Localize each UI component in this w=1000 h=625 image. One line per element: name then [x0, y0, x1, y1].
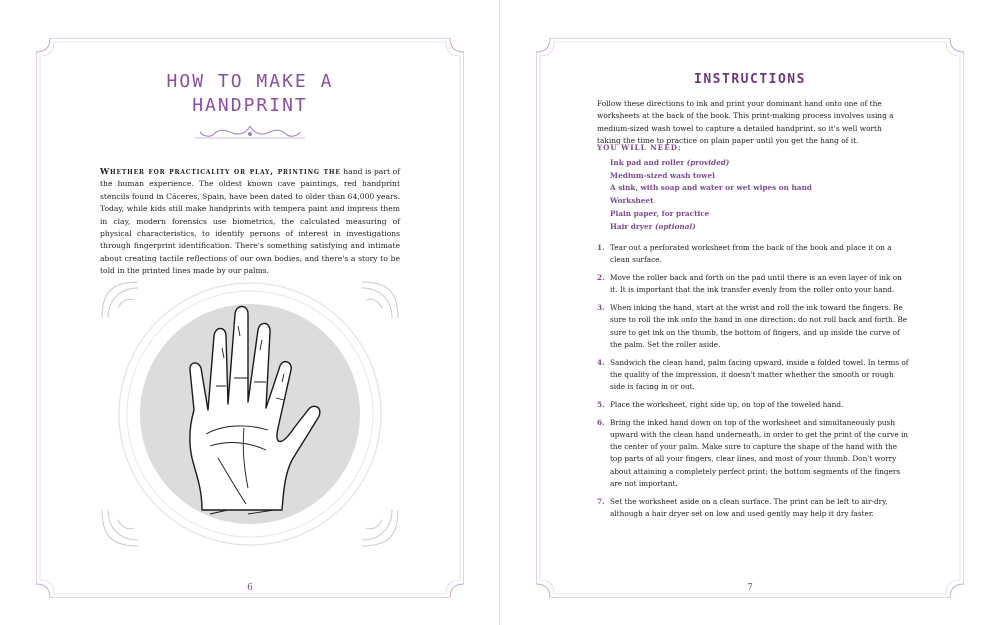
instructions-intro: Follow these directions to ink and print your dominant hand onto one of the worksheets at the back of the book. This print-making process involves using a medium-sized wash towel to capture a detailed handprint, so it's well worth taking the time to practice on plain paper until you get the hang of it.: [597, 99, 894, 145]
page-title: HOW TO MAKE A HANDPRINT: [166, 71, 334, 116]
intro-body: hand is part of the human experience. The oldest known cave paintings, red handprint stencils found in Cáceres, Spain, have been dated to older than 64,000 years. Today, while kids still make handprints with tempera paint and impress them in clay, modern forensics use biometrics, the calculated measuring of physical characteristics, to identify persons of interest in investigations through fingerprint identification. There's something satisfying and intimate about creating tactile reflections of our own bodies, and there's a story to be told in the printed lines made by our palms.: [100, 167, 400, 276]
right-page: [500, 0, 1000, 625]
steps-list: [597, 242, 909, 526]
supply-item: Medium-sized wash towel: [610, 170, 715, 180]
you-will-need-heading: YOU WILL NEED:: [597, 143, 682, 152]
page-number: 6: [247, 583, 253, 593]
supply-item: Hair dryer (optional): [610, 221, 696, 231]
instructions-title: INSTRUCTIONS: [694, 72, 806, 87]
hand-illustration-icon: [98, 278, 402, 550]
step-item: 4. Sandwich the clean hand, palm facing upward, inside a folded towel. In terms of the quality of the impression, it doesn't matter whether the smooth or rough side is facing in or out.: [597, 357, 909, 391]
step-item: 3. When inking the hand, start at the wrist and roll the ink toward the fingers. Be sure to roll the ink onto the hand in one direction: do not roll back and forth. Be sure to get ink on the thumb, the bottom of fingers, and up inside the curve of the palm. Set the roller aside.: [597, 303, 908, 349]
supplies-list: [610, 157, 812, 233]
step-item: 7. Set the worksheet aside on a clean surface. The print can be left to air-dry, although a hair dryer set on low and used gently may help it dry faster.: [597, 496, 888, 518]
step-item: 5. Place the worksheet, right side up, on top of the toweled hand.: [597, 400, 844, 410]
page-number: 7: [747, 583, 753, 593]
step-item: 2. Move the roller back and forth on the pad until there is an even layer of ink on it. It is important that the ink transfer evenly from the roller onto your hand.: [597, 273, 902, 295]
supply-item: A sink, with soap and water or wet wipes on hand: [610, 183, 812, 193]
step-item: 1. Tear out a perforated worksheet from the back of the book and place it on a clean surface.: [597, 243, 892, 265]
supply-item: Ink pad and roller (provided): [610, 158, 730, 167]
supply-item: Worksheet: [610, 196, 654, 206]
intro-paragraph: [100, 165, 400, 278]
supply-item: Plain paper, for practice: [610, 208, 710, 218]
intro-lead: Whether for practicality or play, printing the: [100, 166, 341, 176]
ornamental-flourish-icon: [190, 122, 310, 142]
step-item: 6. Bring the inked hand down on top of the worksheet and simultaneously push upward with the clean hand underneath, in order to get the print of the curve in the center of your palm. Make sure to capture the shape of the hand with the top parts of all your fingers, clear lines, and most of your thumb. Don't worry about attaining a completely perfect print; the bottom segments of the fingers are not important.: [597, 418, 908, 488]
